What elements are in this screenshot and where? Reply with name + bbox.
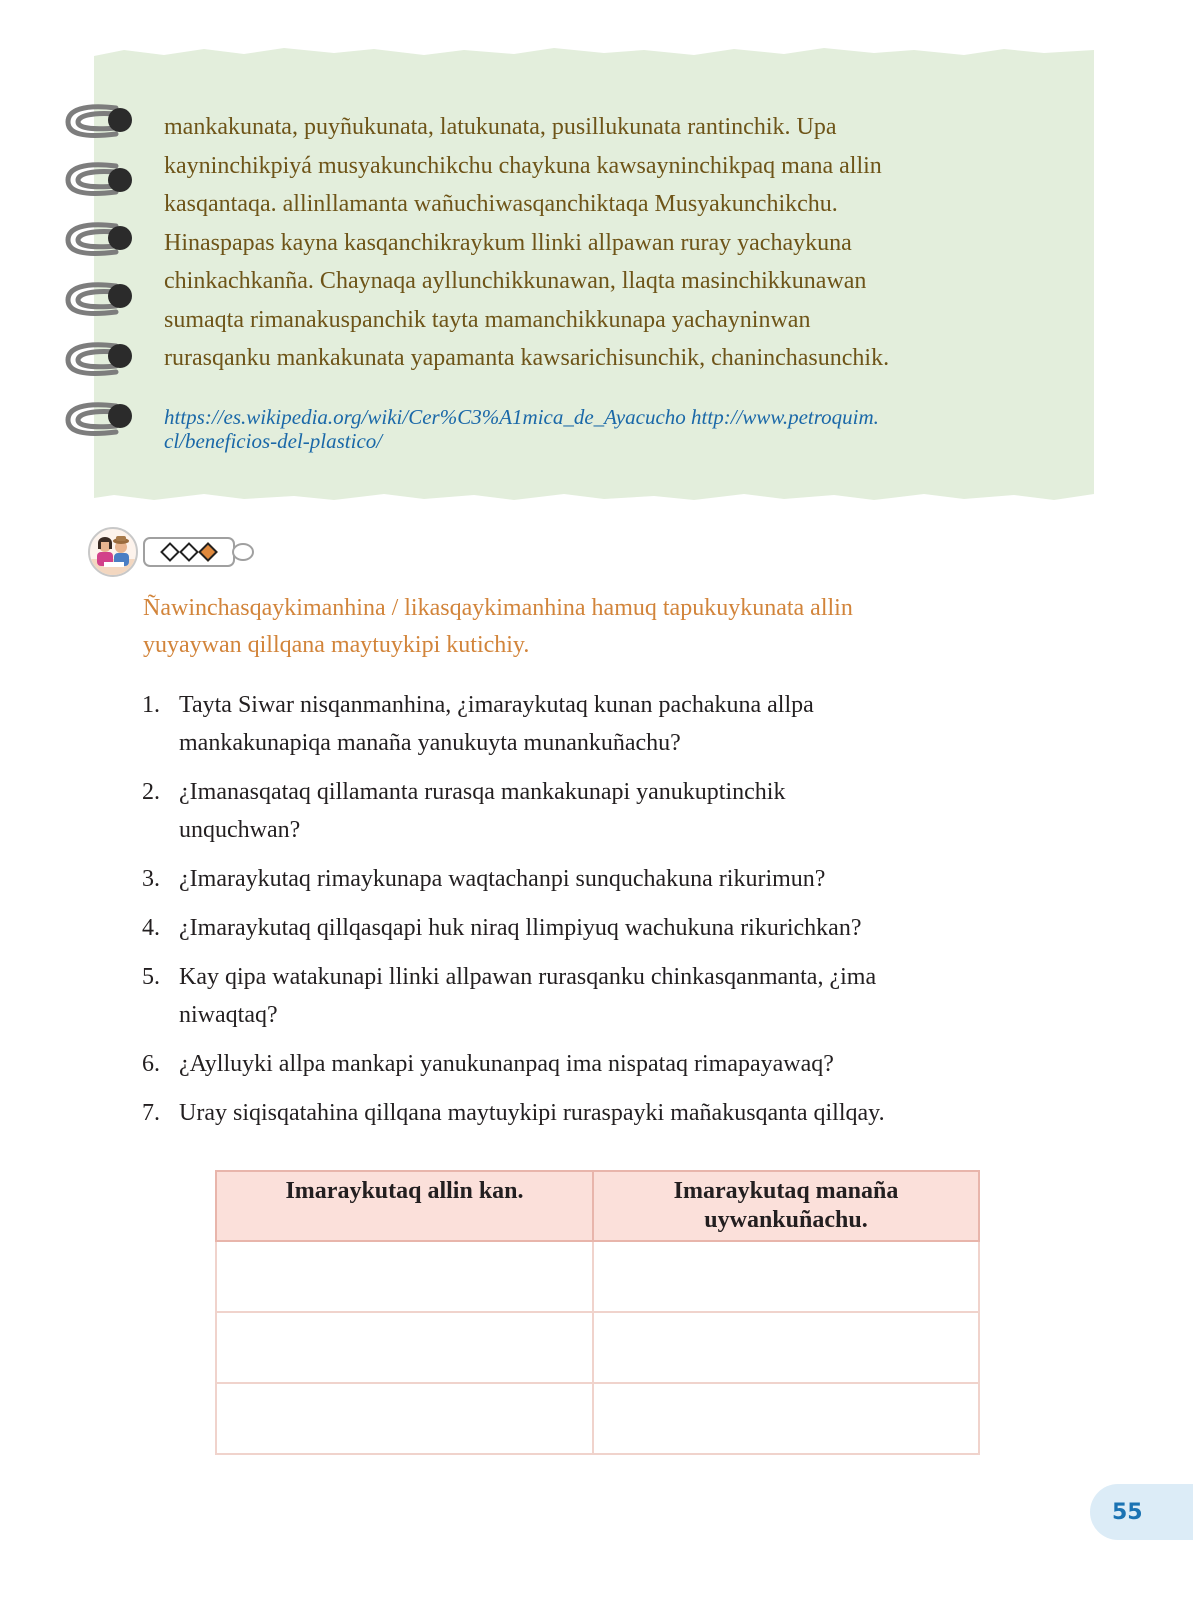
question-text: ¿Imanasqataq qillamanta rurasqa mankakunapi yanukuptinchik unquchwan? [179, 779, 786, 843]
answer-cell[interactable] [216, 1241, 593, 1312]
source-link-line[interactable]: https://es.wikipedia.org/wiki/Cer%C3%A1mica_de_Ayacucho http://www.petroquim. [164, 405, 879, 429]
answer-cell[interactable] [593, 1241, 979, 1312]
question-text: Tayta Siwar nisqanmanhina, ¿imaraykutaq kunan pachakuna allpa mankakunapiqa manaña yanukuyta munankuñachu? [179, 692, 814, 756]
question-number: 1. [142, 692, 160, 718]
question-item [142, 773, 1072, 849]
note-body [164, 108, 1064, 378]
question-item [142, 686, 1072, 762]
question-number: 3. [142, 866, 160, 892]
question-text: Kay qipa watakunapi llinki allpawan rurasqanku chinkasqanmanta, ¿ima niwaqtaq? [179, 964, 877, 1028]
diamond-outline-icon [179, 542, 199, 562]
question-number: 6. [142, 1051, 160, 1077]
question-text: ¿Aylluyki allpa mankapi yanukunanpaq ima nispataq rimapayawaq? [179, 1051, 834, 1077]
answer-cell[interactable] [216, 1312, 593, 1383]
pill-tail-icon [232, 543, 254, 561]
spiral-binding-icon [64, 98, 144, 458]
instruction-line: Ñawinchasqaykimanhina / likasqaykimanhina hamuq tapukuykunata allin [143, 595, 853, 621]
table-header-row [216, 1171, 979, 1241]
column-header-unused: Imaraykutaq manaña uywankuñachu. [593, 1171, 979, 1241]
diamond-outline-icon [160, 542, 180, 562]
source-link-line[interactable]: cl/beneficios-del-plastico/ [164, 429, 383, 453]
instruction-line: yuyaywan qillqana maytuykipi kutichiy. [143, 632, 530, 658]
question-item [142, 1045, 1072, 1083]
note-line: rurasqanku mankakunata yapamanta kawsarichisunchik, chaninchasunchik. [164, 345, 890, 371]
source-links[interactable] [164, 405, 1064, 453]
note-line: kasqantaqa. allinllamanta wañuchiwasqanchiktaqa Musyakunchikchu. [164, 191, 838, 217]
diamond-filled-icon [198, 542, 218, 562]
activity-instruction [143, 590, 1073, 664]
answer-cell[interactable] [216, 1383, 593, 1454]
table-row [216, 1312, 979, 1383]
note-line: kayninchikpiyá musyakunchikchu chaykuna kawsayninchikpaq mana allin [164, 152, 882, 179]
question-number: 5. [142, 964, 160, 990]
question-list [142, 686, 1072, 1143]
note-line: sumaqta rimanakuspanchik tayta mamanchikkunapa yachayninwan [164, 306, 811, 333]
answer-table [215, 1170, 980, 1455]
answer-cell[interactable] [593, 1312, 979, 1383]
question-text: ¿Imaraykutaq rimaykunapa waqtachanpi sunquchakuna rikurimun? [179, 866, 826, 892]
table-row [216, 1241, 979, 1312]
note-line: chinkachkanña. Chaynaqa ayllunchikkunawan, llaqta masinchikkunawan [164, 268, 867, 294]
question-item [142, 958, 1072, 1034]
table-row [216, 1383, 979, 1454]
note-line: mankakunata, puyñukunata, latukunata, pusillukunata rantinchik. Upa [164, 114, 837, 140]
difficulty-level-indicator [143, 537, 235, 567]
question-item [142, 1094, 1072, 1132]
note-line: Hinaspapas kayna kasqanchikraykum llinki allpawan ruray yachaykuna [164, 229, 852, 256]
question-item [142, 860, 1072, 898]
question-number: 7. [142, 1100, 160, 1126]
students-avatar-icon [88, 527, 138, 577]
page-number: 55 [1090, 1484, 1193, 1540]
question-text: Uray siqisqatahina qillqana maytuykipi ruraspayki mañakusqanta qillqay. [179, 1100, 885, 1126]
question-number: 2. [142, 779, 160, 805]
answer-cell[interactable] [593, 1383, 979, 1454]
column-header-good: Imaraykutaq allin kan. [216, 1171, 593, 1241]
question-item [142, 909, 1072, 947]
question-number: 4. [142, 915, 160, 941]
question-text: ¿Imaraykutaq qillqasqapi huk niraq llimpiyuq wachukuna rikurichkan? [179, 915, 862, 941]
